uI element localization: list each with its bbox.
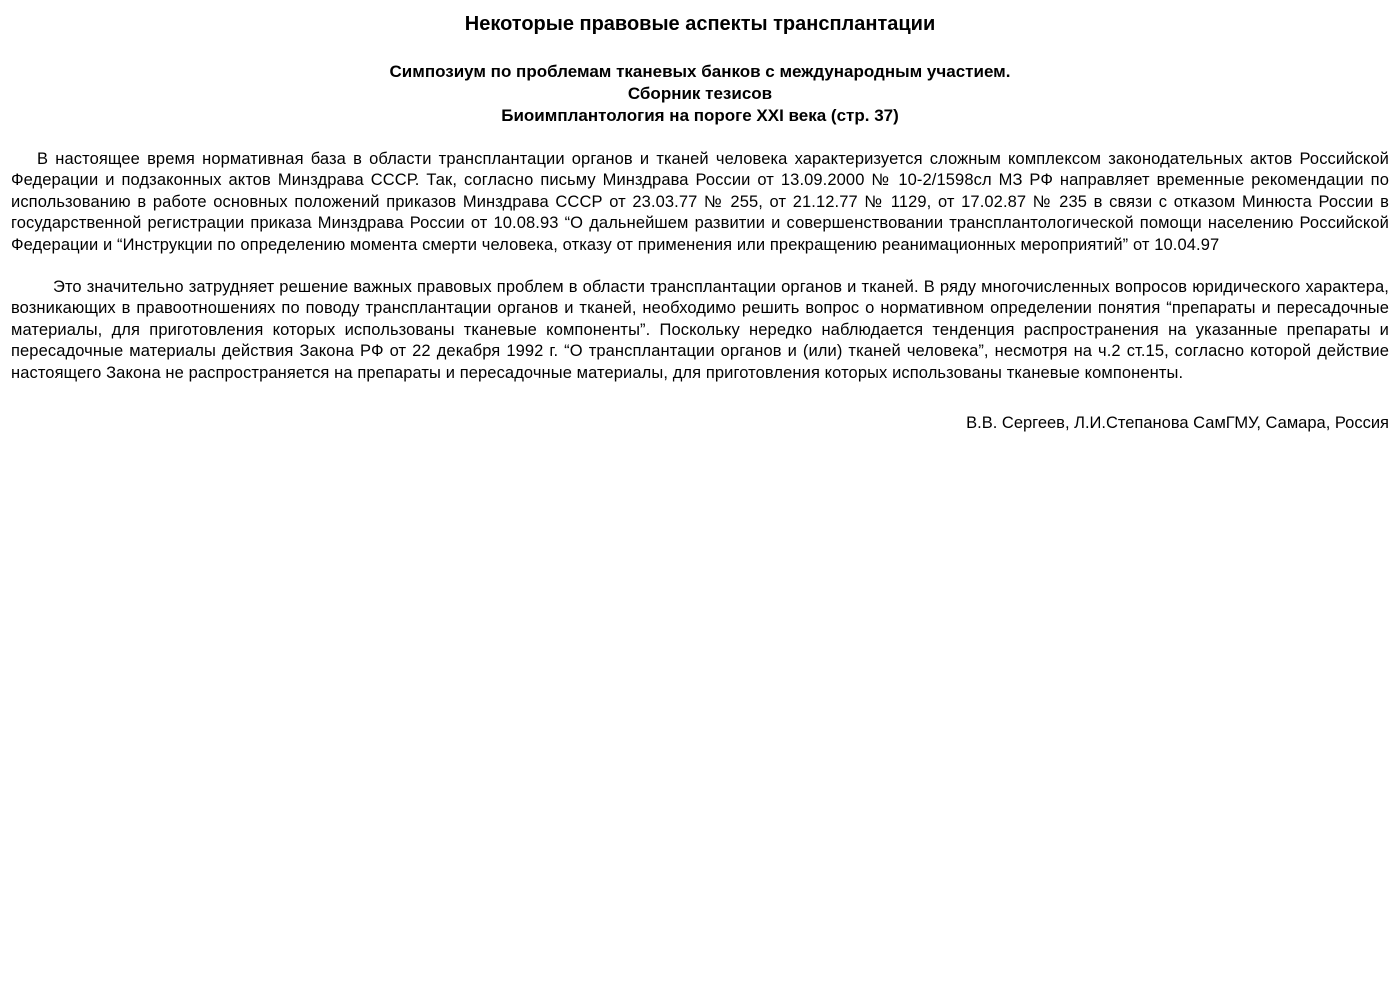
subtitle-block <box>11 61 1389 127</box>
paragraph-legal-framework: В настоящее время нормативная база в области трансплантации органов и тканей человека характеризуется сложным комплексом законодательных актов Российской Федерации и подзаконных актов Минздрава СССР. Так, согласно письму Минздрава России от 13.09.2000 № 10-2/1598сл МЗ РФ направляет временные рекомендации по использованию в работе основных положений приказов Минздрава СССР от 23.03.77 № 255, от 21.12.77 № 1129, от 17.02.87 № 235 в связи с отказом Минюста России в государственной регистрации приказа Минздрава России от 10.08.93 “О дальнейшем развитии и совершенствовании трансплантологической помощи населению Российской Федерации и “Инструкции по определению момента смерти человека, отказу от применения или прекращению реанимационных мероприятий” от 10.04.97 <box>11 150 1389 254</box>
page-title: Некоторые правовые аспекты трансплантации <box>464 13 936 35</box>
author-line: В.В. Сергеев, Л.И.Степанова СамГМУ, Самара, Россия <box>966 414 1389 433</box>
subtitle-line-collection: Сборник тезисов <box>627 84 773 103</box>
paragraph-legal-problems: Это значительно затрудняет решение важных правовых проблем в области трансплантации органов и тканей. В ряду многочисленных вопросов юридического характера, возникающих в правоотношениях по поводу трансплантации органов и тканей, необходимо решить вопрос о нормативном определении понятия “препараты и пересадочные материалы, для приготовления которых использованы тканевые компоненты”. Поскольку нередко наблюдается тенденция распространения на указанные препараты и пересадочные материалы действия Закона РФ от 22 декабря 1992 г. “О трансплантации органов и (или) тканей человека”, несмотря на ч.2 ст.15, согласно которой действие настоящего Закона не распространяется на препараты и пересадочные материалы, для приготовления которых использованы тканевые компоненты. <box>11 278 1389 382</box>
subtitle-line-bioimplantology: Биоимплантология на пороге XXI века (стр. 37) <box>501 106 899 125</box>
subtitle-line-symposium: Симпозиум по проблемам тканевых банков с международным участием. <box>389 62 1011 81</box>
